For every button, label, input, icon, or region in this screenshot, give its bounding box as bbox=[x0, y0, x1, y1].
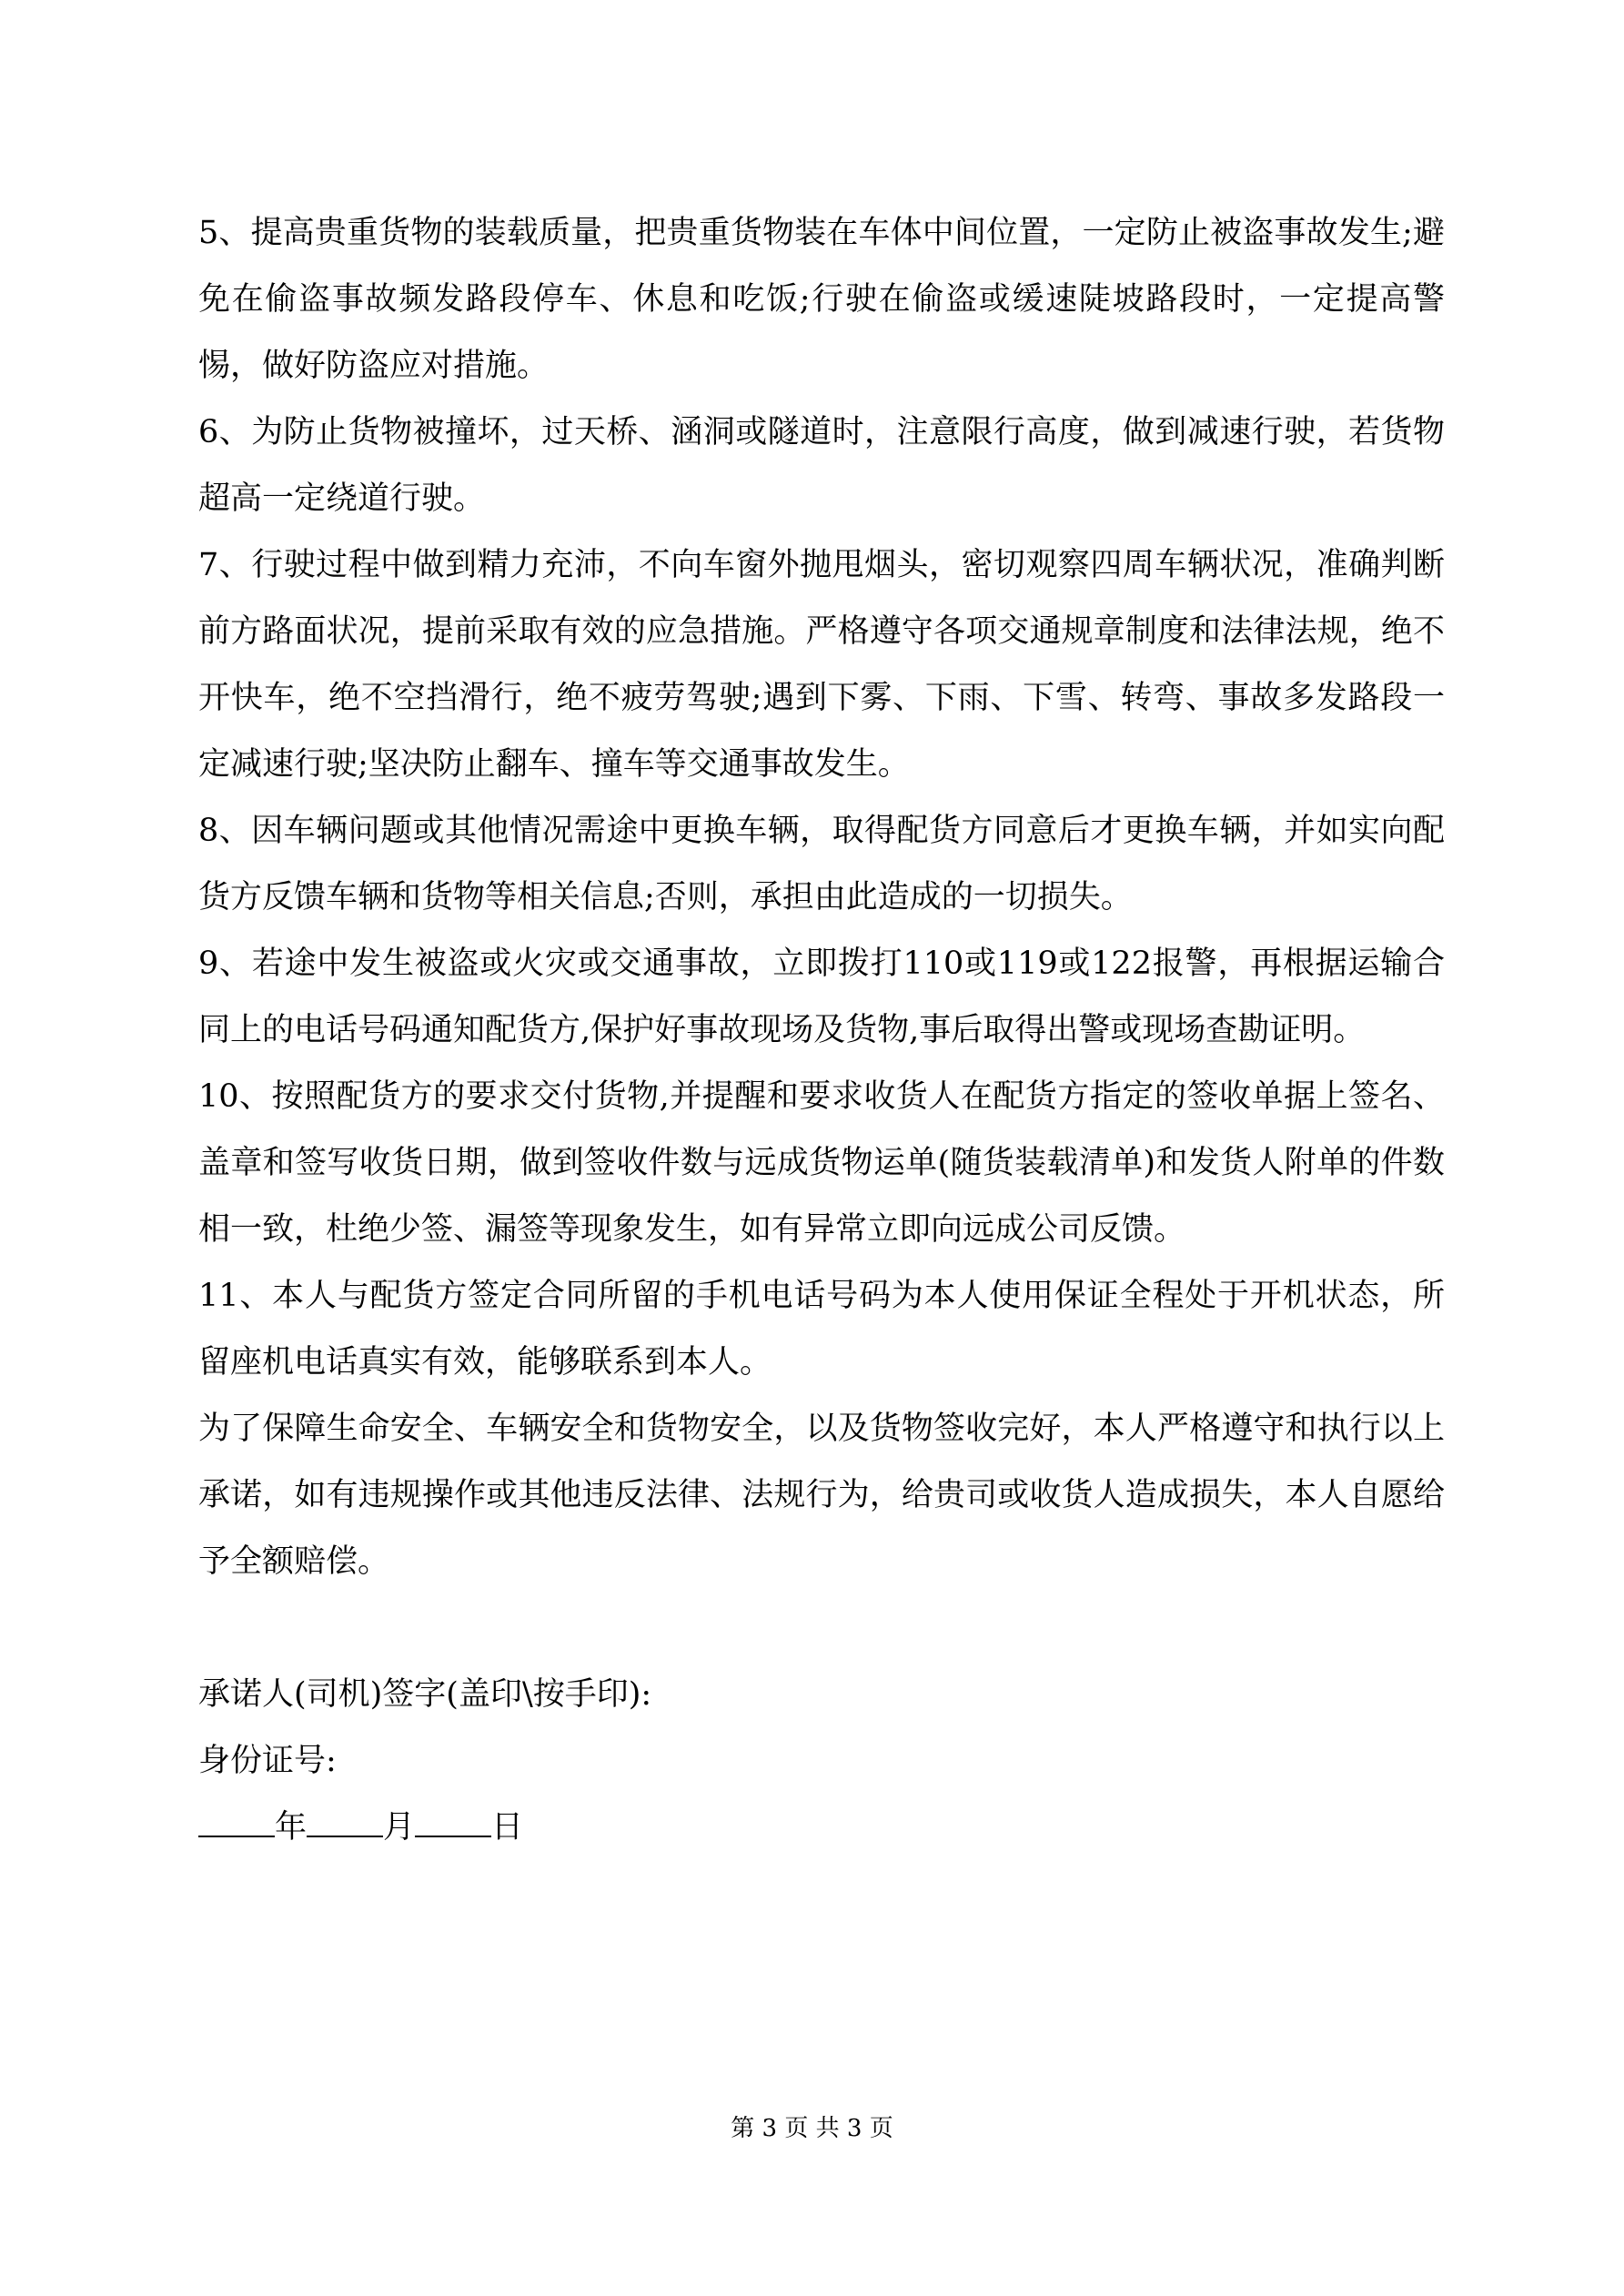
date-line bbox=[198, 1795, 1445, 1861]
closing-statement: 为了保障生命安全、车辆安全和货物安全，以及货物签收完好，本人严格遵守和执行以上承诺，如有违规操作或其他违反法律、法规行为，给贵司或收货人造成损失，本人自愿给予全额赔偿。 bbox=[198, 1411, 1445, 1580]
signer-label: 承诺人(司机)签字(盖印\按手印): bbox=[198, 1676, 652, 1713]
clause-8: 8、因车辆问题或其他情况需途中更换车辆，取得配货方同意后才更换车辆，并如实向配货方反馈车辆和货物等相关信息;否则，承担由此造成的一切损失。 bbox=[198, 813, 1445, 915]
spacer bbox=[198, 1595, 1445, 1662]
id-number-label: 身份证号: bbox=[198, 1743, 337, 1779]
day-blank bbox=[415, 1808, 491, 1837]
clause-7: 7、行驶过程中做到精力充沛，不向车窗外抛甩烟头，密切观察四周车辆状况，准确判断前方路面状况，提前采取有效的应急措施。严格遵守各项交通规章制度和法律法规，绝不开快车，绝不空挡滑行，绝不疲劳驾驶;遇到下雾、下雨、下雪、转弯、事故多发路段一定减速行驶;坚决防止翻车、撞车等交通事故发生。 bbox=[198, 547, 1445, 783]
month-label: 月 bbox=[383, 1809, 416, 1846]
document-body bbox=[198, 200, 1445, 1861]
clause-11: 11、本人与配货方签定合同所留的手机电话号码为本人使用保证全程处于开机状态，所留座机电话真实有效，能够联系到本人。 bbox=[198, 1278, 1445, 1381]
clause-5: 5、提高贵重货物的装载质量，把贵重货物装在车体中间位置，一定防止被盗事故发生;避免在偷盗事故频发路段停车、休息和吃饭;行驶在偷盗或缓速陡坡路段时，一定提高警惕，做好防盗应对措施。 bbox=[198, 215, 1445, 384]
clause-10: 10、按照配货方的要求交付货物,并提醒和要求收货人在配货方指定的签收单据上签名、盖章和签写收货日期，做到签收件数与远成货物运单(随货装载清单)和发货人附单的件数相一致，杜绝少签、漏签等现象发生，如有异常立即向远成公司反馈。 bbox=[198, 1078, 1445, 1248]
year-label: 年 bbox=[275, 1809, 308, 1846]
clause-9: 9、若途中发生被盗或火灾或交通事故，立即拨打110或119或122报警，再根据运输合同上的电话号码通知配货方,保护好事故现场及货物,事后取得出警或现场查勘证明。 bbox=[198, 946, 1445, 1048]
clause-6: 6、为防止货物被撞坏，过天桥、涵洞或隧道时，注意限行高度，做到减速行驶，若货物超高一定绕道行驶。 bbox=[198, 414, 1445, 517]
page-footer: 第 3 页 共 3 页 bbox=[731, 2115, 893, 2142]
month-blank bbox=[307, 1808, 383, 1837]
year-blank bbox=[198, 1808, 275, 1837]
day-label: 日 bbox=[491, 1809, 524, 1846]
